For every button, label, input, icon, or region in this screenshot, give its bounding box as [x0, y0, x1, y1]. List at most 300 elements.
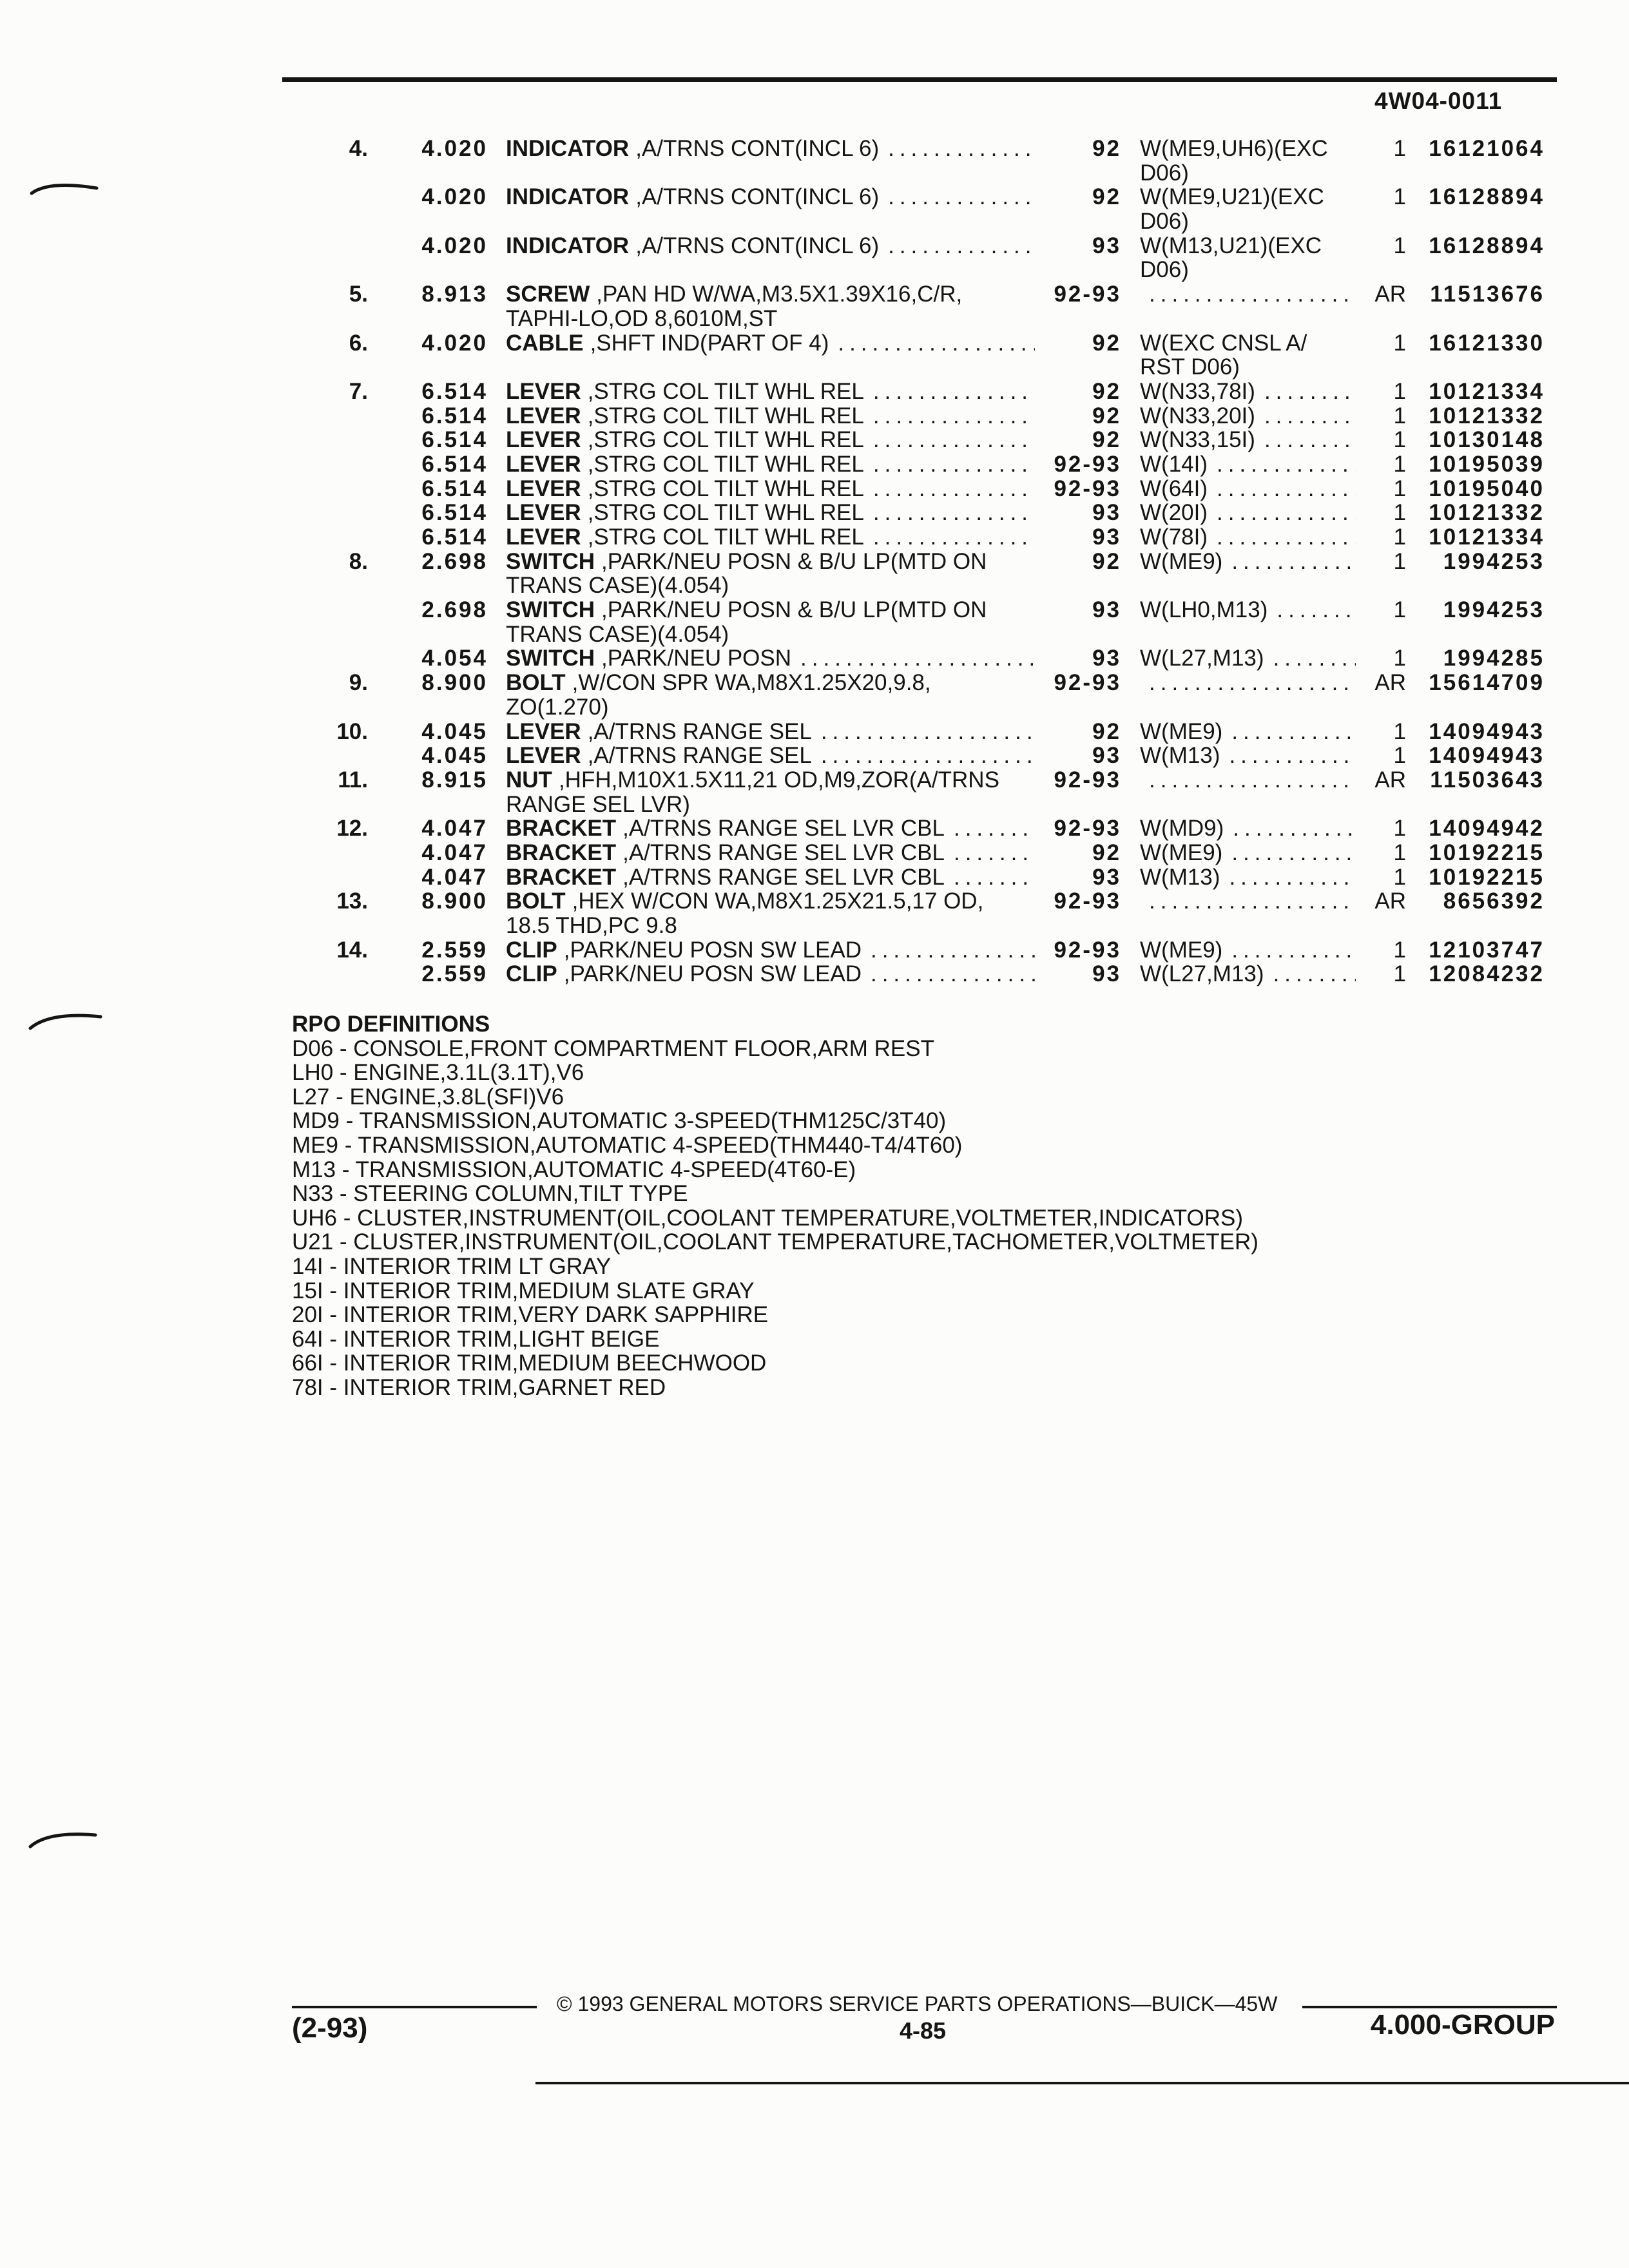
description-text: ,W/CON SPR WA,M8X1.25X20,9.8, — [572, 670, 931, 696]
model-year: 92 — [1092, 184, 1121, 210]
rpo-definitions — [292, 1012, 1258, 1400]
description-text: ,STRG COL TILT WHL REL — [587, 476, 864, 501]
description-line — [506, 889, 1035, 914]
model-year: 92-93 — [1054, 476, 1121, 501]
usage-line — [1140, 598, 1356, 622]
usage-code: W(LH0,M13) — [1140, 597, 1268, 623]
group-number-cell — [368, 816, 488, 841]
parts-row — [292, 331, 1545, 380]
dot-leader — [873, 404, 1035, 428]
parts-row — [292, 962, 1545, 986]
group-number-cell — [368, 768, 488, 816]
footer-rule-right — [1302, 2006, 1557, 2008]
quantity: 1 — [1393, 476, 1406, 501]
page-number: 4-85 — [899, 2017, 947, 2044]
dot-leader — [1229, 744, 1356, 768]
description-text: ,STRG COL TILT WHL REL — [587, 427, 864, 453]
quantity: 1 — [1393, 937, 1406, 963]
parts-row — [292, 525, 1545, 550]
item-number-cell — [292, 282, 368, 331]
item-number-cell — [292, 671, 368, 719]
part-name: NUT — [506, 767, 552, 793]
description-line — [506, 428, 1035, 452]
group-number: 6.514 — [421, 476, 488, 501]
dot-leader — [800, 646, 1035, 671]
quantity: 1 — [1393, 718, 1406, 744]
model-year: 92 — [1092, 840, 1121, 865]
usage-cell — [1121, 938, 1360, 963]
part-number-cell — [1406, 841, 1545, 865]
model-year-cell — [1039, 380, 1121, 404]
usage-line — [1140, 816, 1356, 841]
model-year-cell — [1039, 452, 1121, 477]
part-number-cell — [1406, 768, 1545, 816]
usage-line — [1140, 938, 1356, 963]
usage-line — [1140, 962, 1356, 986]
group-number-cell — [368, 938, 488, 963]
group-number: 8.913 — [421, 282, 488, 307]
item-number-cell — [292, 550, 368, 598]
model-year: 92-93 — [1054, 816, 1121, 841]
quantity-cell — [1360, 331, 1406, 380]
dot-leader — [873, 452, 1035, 477]
dot-leader — [1264, 428, 1356, 452]
usage-cell — [1121, 550, 1360, 598]
model-year: 93 — [1092, 646, 1121, 671]
part-number-cell — [1406, 550, 1545, 598]
description-line — [506, 598, 1035, 622]
part-number: 1994285 — [1443, 646, 1545, 671]
description-line — [506, 646, 1035, 671]
parts-row — [292, 720, 1545, 744]
part-description — [488, 671, 1039, 719]
item-number — [292, 428, 368, 452]
part-number: 10195039 — [1429, 451, 1545, 477]
group-number-cell — [368, 477, 488, 501]
group-number-cell — [368, 720, 488, 744]
item-number-cell — [292, 889, 368, 937]
dot-leader — [871, 938, 1035, 963]
part-description — [488, 428, 1039, 452]
group-number: 6.514 — [421, 378, 488, 404]
part-number-cell — [1406, 671, 1545, 719]
part-name: LEVER — [506, 524, 581, 550]
model-year-cell — [1039, 889, 1121, 937]
part-description — [488, 841, 1039, 865]
usage-line — [1140, 525, 1356, 550]
usage-code: W(M13) — [1140, 864, 1220, 890]
part-number-cell — [1406, 889, 1545, 937]
rpo-definition: U21 - CLUSTER,INSTRUMENT(OIL,COOLANT TEMPERATURE,TACHOMETER,VOLTMETER) — [292, 1229, 1258, 1255]
part-name: INDICATOR — [506, 136, 630, 161]
usage-cell — [1121, 234, 1360, 282]
part-number-cell — [1406, 331, 1545, 380]
rpo-definition: 20I - INTERIOR TRIM,VERY DARK SAPPHIRE — [292, 1302, 769, 1328]
model-year-cell — [1039, 137, 1121, 185]
group-number-cell — [368, 428, 488, 452]
description-line — [506, 720, 1035, 744]
part-number-cell — [1406, 477, 1545, 501]
part-number: 8656392 — [1443, 889, 1545, 914]
item-number — [292, 185, 368, 209]
model-year: 92-93 — [1054, 937, 1121, 963]
usage-line — [1140, 477, 1356, 501]
part-description — [488, 380, 1039, 404]
part-name: CABLE — [506, 330, 584, 356]
part-description — [488, 889, 1039, 937]
model-year-cell — [1039, 938, 1121, 963]
part-number-cell — [1406, 744, 1545, 768]
usage-cell — [1121, 185, 1360, 233]
part-number-cell — [1406, 380, 1545, 404]
usage-line — [1140, 720, 1356, 744]
usage-code: W(M13) — [1140, 743, 1220, 769]
part-number-cell — [1406, 282, 1545, 331]
part-number: 15614709 — [1429, 670, 1545, 696]
description-text: ,STRG COL TILT WHL REL — [587, 403, 864, 428]
model-year-cell — [1039, 841, 1121, 865]
group-number: 6.514 — [421, 427, 488, 453]
dot-leader — [888, 234, 1035, 258]
usage-code: W(N33,78I) — [1140, 378, 1255, 404]
part-name: INDICATOR — [506, 184, 630, 210]
usage-cell — [1121, 428, 1360, 452]
description-text: ,A/TRNS RANGE SEL LVR CBL — [622, 816, 945, 841]
group-number: 2.559 — [421, 937, 488, 963]
parts-row — [292, 380, 1545, 404]
quantity-cell — [1360, 768, 1406, 816]
model-year: 92 — [1092, 718, 1121, 744]
model-year-cell — [1039, 550, 1121, 598]
quantity-cell — [1360, 598, 1406, 646]
usage-cell — [1121, 816, 1360, 841]
description-line — [506, 550, 1035, 574]
dot-leader — [1273, 962, 1356, 986]
item-number: 8. — [349, 548, 368, 574]
item-number: 13. — [336, 889, 368, 914]
description-line — [506, 671, 1035, 695]
part-name: SWITCH — [506, 548, 595, 574]
usage-code: W(L27,M13) — [1140, 646, 1264, 671]
part-number: 16128894 — [1429, 184, 1545, 210]
description-text: ,A/TRNS RANGE SEL LVR CBL — [622, 864, 945, 890]
rpo-definition: 14I - INTERIOR TRIM LT GRAY — [292, 1253, 612, 1279]
item-number-cell — [292, 452, 368, 477]
group-number: 4.020 — [421, 136, 488, 161]
usage-cell — [1121, 525, 1360, 550]
part-description — [488, 865, 1039, 890]
rpo-definition: 78I - INTERIOR TRIM,GARNET RED — [292, 1374, 666, 1400]
usage-code: W(ME9) — [1140, 937, 1223, 963]
item-number-cell — [292, 501, 368, 525]
quantity: AR — [1374, 889, 1406, 914]
group-number: 4.020 — [421, 184, 488, 210]
part-number-cell — [1406, 962, 1545, 986]
parts-row — [292, 282, 1545, 331]
description-text: ,PARK/NEU POSN & B/U LP(MTD ON — [601, 597, 987, 623]
quantity-cell — [1360, 938, 1406, 963]
dot-leader — [888, 185, 1035, 209]
item-number-cell — [292, 816, 368, 841]
usage-code: W(L27,M13) — [1140, 961, 1264, 987]
description-text: TAPHI-LO,OD 8,6010M,ST — [506, 305, 778, 331]
model-year-cell — [1039, 477, 1121, 501]
group-number-cell — [368, 550, 488, 598]
usage-code: W(ME9) — [1140, 718, 1223, 744]
usage-code: W(14I) — [1140, 451, 1208, 477]
group-number-cell — [368, 525, 488, 550]
item-number — [292, 525, 368, 550]
part-description — [488, 404, 1039, 428]
usage-code: W(EXC CNSL A/ — [1140, 330, 1307, 356]
description-text: ,SHFT IND(PART OF 4) — [590, 330, 829, 356]
dot-leader — [873, 477, 1035, 501]
part-number-cell — [1406, 720, 1545, 744]
dot-leader — [1149, 671, 1356, 695]
description-line — [506, 234, 1035, 258]
part-description — [488, 501, 1039, 525]
quantity-cell — [1360, 234, 1406, 282]
usage-line — [1140, 550, 1356, 574]
model-year-cell — [1039, 720, 1121, 744]
rpo-definition: M13 - TRANSMISSION,AUTOMATIC 4-SPEED(4T60-E) — [292, 1157, 856, 1182]
parts-row — [292, 404, 1545, 428]
usage-code: W(20I) — [1140, 500, 1208, 526]
model-year: 93 — [1092, 500, 1121, 526]
item-number-cell — [292, 185, 368, 233]
usage-line — [1140, 646, 1356, 671]
model-year: 92 — [1092, 136, 1121, 161]
dot-leader — [1217, 525, 1356, 550]
part-number: 10195040 — [1429, 476, 1545, 501]
description-text: ,A/TRNS RANGE SEL — [587, 718, 812, 744]
dot-leader — [1231, 720, 1356, 744]
item-number-cell — [292, 477, 368, 501]
description-text: ,STRG COL TILT WHL REL — [587, 451, 864, 477]
rpo-definition: L27 - ENGINE,3.8L(SFI)V6 — [292, 1084, 564, 1110]
quantity: 1 — [1393, 864, 1406, 890]
description-text: ,HFH,M10X1.5X11,21 OD,M9,ZOR(A/TRNS — [558, 767, 999, 793]
usage-cell — [1121, 962, 1360, 986]
part-number-cell — [1406, 234, 1545, 282]
part-description — [488, 646, 1039, 671]
group-number-cell — [368, 962, 488, 986]
group-number-cell — [368, 744, 488, 768]
part-number: 12084232 — [1429, 961, 1545, 987]
description-text: ,A/TRNS CONT(INCL 6) — [635, 233, 880, 258]
quantity-cell — [1360, 525, 1406, 550]
dot-leader — [1277, 598, 1356, 622]
part-description — [488, 962, 1039, 986]
quantity: 1 — [1393, 597, 1406, 623]
dot-leader — [1264, 380, 1356, 404]
item-number-cell — [292, 841, 368, 865]
model-year-cell — [1039, 501, 1121, 525]
usage-code: W(ME9,UH6)(EXC — [1140, 136, 1328, 161]
usage-code: D06) — [1140, 257, 1189, 283]
group-number-cell — [368, 234, 488, 282]
group-number: 4.054 — [421, 646, 488, 671]
part-number-cell — [1406, 185, 1545, 233]
quantity-cell — [1360, 501, 1406, 525]
usage-code: W(M13,U21)(EXC — [1140, 233, 1322, 258]
item-number — [292, 598, 368, 622]
binder-hole-mark — [30, 179, 99, 196]
group-number: 4.045 — [421, 718, 488, 744]
usage-cell — [1121, 646, 1360, 671]
group-number-cell — [368, 185, 488, 233]
quantity: 1 — [1393, 330, 1406, 356]
parts-row — [292, 234, 1545, 282]
item-number-cell — [292, 137, 368, 185]
item-number — [292, 865, 368, 890]
rpo-definition: MD9 - TRANSMISSION,AUTOMATIC 3-SPEED(THM125C/3T40) — [292, 1108, 947, 1134]
part-name: LEVER — [506, 500, 581, 526]
description-text: ,PARK/NEU POSN SW LEAD — [563, 961, 862, 987]
group-number: 4.047 — [421, 840, 488, 865]
description-line — [506, 477, 1035, 501]
item-number-cell — [292, 646, 368, 671]
model-year-cell — [1039, 525, 1121, 550]
item-number-cell — [292, 865, 368, 890]
quantity-cell — [1360, 550, 1406, 598]
catalog-code: 4W04-0011 — [1374, 88, 1503, 114]
quantity: 1 — [1393, 840, 1406, 865]
item-number — [292, 404, 368, 428]
bottom-rule — [535, 2082, 1629, 2084]
model-year: 93 — [1092, 743, 1121, 769]
usage-line — [1140, 865, 1356, 890]
usage-cell — [1121, 282, 1360, 331]
quantity-cell — [1360, 452, 1406, 477]
group-number: 4.045 — [421, 743, 488, 769]
dot-leader — [1264, 404, 1356, 428]
item-number — [292, 744, 368, 768]
part-number: 10130148 — [1429, 427, 1545, 453]
parts-table — [292, 137, 1545, 986]
rpo-title: RPO DEFINITIONS — [292, 1012, 490, 1037]
item-number-cell — [292, 331, 368, 380]
usage-line — [1140, 428, 1356, 452]
description-line — [506, 768, 1035, 793]
rpo-definition: D06 - CONSOLE,FRONT COMPARTMENT FLOOR,ARM REST — [292, 1035, 934, 1061]
quantity-cell — [1360, 865, 1406, 890]
model-year: 93 — [1092, 961, 1121, 987]
model-year: 92 — [1092, 330, 1121, 356]
model-year: 92 — [1092, 427, 1121, 453]
model-year-cell — [1039, 768, 1121, 816]
quantity-cell — [1360, 137, 1406, 185]
group-number: 6.514 — [421, 524, 488, 550]
group-number-cell — [368, 137, 488, 185]
usage-cell — [1121, 477, 1360, 501]
dot-leader — [954, 841, 1035, 865]
model-year: 92-93 — [1054, 282, 1121, 307]
quantity-cell — [1360, 671, 1406, 719]
item-number-cell — [292, 598, 368, 646]
item-number — [292, 452, 368, 477]
model-year-cell — [1039, 671, 1121, 719]
part-name: INDICATOR — [506, 233, 630, 258]
item-number — [292, 962, 368, 986]
quantity: 1 — [1393, 524, 1406, 550]
description-text: RANGE SEL LVR) — [506, 791, 690, 817]
part-number-cell — [1406, 452, 1545, 477]
parts-row — [292, 477, 1545, 501]
model-year: 92-93 — [1054, 451, 1121, 477]
part-number: 16128894 — [1429, 233, 1545, 258]
dot-leader — [1231, 841, 1356, 865]
item-number: 9. — [349, 670, 368, 696]
description-text: ,A/TRNS CONT(INCL 6) — [635, 184, 880, 210]
usage-code: D06) — [1140, 160, 1189, 186]
usage-cell — [1121, 720, 1360, 744]
item-number: 12. — [336, 816, 368, 841]
usage-cell — [1121, 841, 1360, 865]
group-number-cell — [368, 501, 488, 525]
dot-leader — [873, 501, 1035, 525]
part-number-cell — [1406, 865, 1545, 890]
part-number: 14094943 — [1429, 718, 1545, 744]
part-number: 16121064 — [1429, 136, 1545, 161]
part-number-cell — [1406, 404, 1545, 428]
part-number: 11513676 — [1430, 282, 1545, 307]
usage-cell — [1121, 404, 1360, 428]
dot-leader — [1149, 282, 1356, 307]
parts-row — [292, 428, 1545, 452]
group-number: 2.698 — [421, 548, 488, 574]
rpo-definition: 15I - INTERIOR TRIM,MEDIUM SLATE GRAY — [292, 1278, 755, 1303]
quantity: 1 — [1393, 743, 1406, 769]
dot-leader — [873, 525, 1035, 550]
part-description — [488, 550, 1039, 598]
item-number: 5. — [349, 282, 368, 307]
part-number: 1994253 — [1443, 597, 1545, 623]
group-number: 4.047 — [421, 864, 488, 890]
model-year: 92 — [1092, 548, 1121, 574]
description-line — [506, 962, 1035, 986]
description-text: ,PARK/NEU POSN & B/U LP(MTD ON — [601, 548, 987, 574]
quantity-cell — [1360, 962, 1406, 986]
usage-cell — [1121, 331, 1360, 380]
description-line — [506, 501, 1035, 525]
quantity: 1 — [1393, 451, 1406, 477]
part-number: 16121330 — [1429, 330, 1545, 356]
model-year: 92-93 — [1054, 889, 1121, 914]
part-description — [488, 282, 1039, 331]
part-name: BRACKET — [506, 840, 617, 865]
item-number-cell — [292, 234, 368, 282]
part-number: 10121332 — [1429, 403, 1545, 428]
usage-code: W(ME9,U21)(EXC — [1140, 184, 1324, 210]
usage-cell — [1121, 380, 1360, 404]
item-number — [292, 234, 368, 258]
description-text: ,STRG COL TILT WHL REL — [587, 500, 864, 526]
parts-row — [292, 598, 1545, 646]
part-number-cell — [1406, 646, 1545, 671]
group-number: 8.900 — [421, 670, 488, 696]
model-year-cell — [1039, 962, 1121, 986]
part-number-cell — [1406, 525, 1545, 550]
part-description — [488, 185, 1039, 233]
item-number-cell — [292, 428, 368, 452]
model-year: 93 — [1092, 864, 1121, 890]
description-text: TRANS CASE)(4.054) — [506, 621, 729, 647]
model-year-cell — [1039, 865, 1121, 890]
item-number-cell — [292, 720, 368, 744]
group-number: 6.514 — [421, 451, 488, 477]
part-number: 10121334 — [1429, 524, 1545, 550]
